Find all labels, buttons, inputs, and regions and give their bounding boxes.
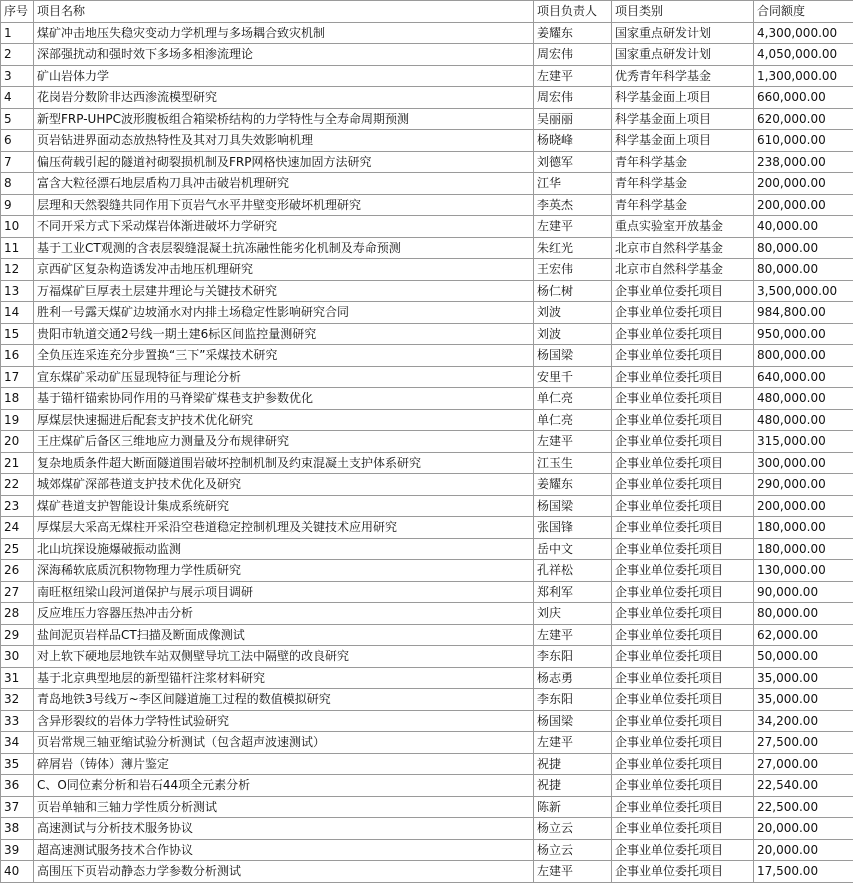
table-row [1,431,853,453]
cell-project-name: 富含大粒径漂石地层盾构刀具冲击破岩机理研究 [34,173,534,195]
cell-project-leader: 朱红光 [534,237,612,259]
cell-project-name: 超高速测试服务技术合作协议 [34,839,534,861]
cell-serial-number: 17 [1,366,34,388]
cell-project-leader: 左建平 [534,624,612,646]
cell-serial-number: 39 [1,839,34,861]
header-row [1,1,853,23]
cell-serial-number: 27 [1,581,34,603]
cell-project-category: 企事业单位委托项目 [612,775,754,797]
cell-project-category: 企事业单位委托项目 [612,345,754,367]
cell-project-leader: 孔祥松 [534,560,612,582]
table-row [1,366,853,388]
cell-project-category: 企事业单位委托项目 [612,538,754,560]
cell-project-name: 基于工业CT观测的含表层裂缝混凝土抗冻融性能劣化机制及寿命预测 [34,237,534,259]
cell-contract-amount: 290,000.00 [754,474,853,496]
cell-serial-number: 14 [1,302,34,324]
cell-contract-amount: 27,000.00 [754,753,853,775]
cell-project-category: 企事业单位委托项目 [612,581,754,603]
cell-project-leader: 杨立云 [534,839,612,861]
cell-project-category: 企事业单位委托项目 [612,732,754,754]
cell-serial-number: 16 [1,345,34,367]
cell-project-category: 优秀青年科学基金 [612,65,754,87]
cell-contract-amount: 62,000.00 [754,624,853,646]
cell-project-category: 青年科学基金 [612,173,754,195]
cell-project-category: 企事业单位委托项目 [612,753,754,775]
cell-serial-number: 7 [1,151,34,173]
table-body [1,22,853,882]
cell-serial-number: 9 [1,194,34,216]
cell-serial-number: 6 [1,130,34,152]
table-row [1,452,853,474]
cell-contract-amount: 20,000.00 [754,839,853,861]
cell-contract-amount: 22,500.00 [754,796,853,818]
cell-project-name: 深海稀软底质沉积物物理力学性质研究 [34,560,534,582]
cell-serial-number: 35 [1,753,34,775]
cell-project-name: 厚煤层大采高无煤柱开采沿空巷道稳定控制机理及关键技术应用研究 [34,517,534,539]
cell-project-name: 对上软下硬地层地铁车站双侧壁导坑工法中隔壁的改良研究 [34,646,534,668]
cell-project-leader: 祝捷 [534,775,612,797]
cell-contract-amount: 984,800.00 [754,302,853,324]
cell-project-name: 高围压下页岩动静态力学参数分析测试 [34,861,534,883]
cell-project-name: 反应堆压力容器压热冲击分析 [34,603,534,625]
cell-contract-amount: 300,000.00 [754,452,853,474]
cell-project-leader: 安里千 [534,366,612,388]
cell-project-name: 贵阳市轨道交通2号线一期土建6标区间监控量测研究 [34,323,534,345]
cell-contract-amount: 80,000.00 [754,259,853,281]
cell-project-leader: 周宏伟 [534,87,612,109]
table-row [1,839,853,861]
table-row [1,323,853,345]
cell-project-leader: 周宏伟 [534,44,612,66]
cell-serial-number: 1 [1,22,34,44]
table-row [1,861,853,883]
cell-project-leader: 陈新 [534,796,612,818]
cell-project-category: 企事业单位委托项目 [612,689,754,711]
cell-contract-amount: 35,000.00 [754,667,853,689]
cell-project-name: 基于北京典型地层的新型锚杆注浆材料研究 [34,667,534,689]
cell-project-category: 企事业单位委托项目 [612,302,754,324]
cell-project-leader: 李东阳 [534,689,612,711]
cell-serial-number: 38 [1,818,34,840]
table-row [1,732,853,754]
cell-project-name: 煤矿巷道支护智能设计集成系统研究 [34,495,534,517]
table-row [1,194,853,216]
cell-serial-number: 3 [1,65,34,87]
header-serial-number: 序号 [1,1,34,23]
cell-project-category: 企事业单位委托项目 [612,796,754,818]
cell-contract-amount: 3,500,000.00 [754,280,853,302]
cell-contract-amount: 20,000.00 [754,818,853,840]
table-row [1,65,853,87]
cell-project-name: 页岩单轴和三轴力学性质分析测试 [34,796,534,818]
cell-project-leader: 左建平 [534,216,612,238]
table-row [1,345,853,367]
cell-project-category: 企事业单位委托项目 [612,861,754,883]
cell-project-leader: 姜耀东 [534,22,612,44]
cell-project-leader: 刘波 [534,323,612,345]
cell-project-leader: 姜耀东 [534,474,612,496]
cell-serial-number: 2 [1,44,34,66]
cell-project-name: 矿山岩体力学 [34,65,534,87]
cell-project-name: 盐间泥页岩样品CT扫描及断面成像测试 [34,624,534,646]
table-row [1,44,853,66]
cell-contract-amount: 90,000.00 [754,581,853,603]
cell-project-leader: 张国锋 [534,517,612,539]
cell-serial-number: 26 [1,560,34,582]
cell-project-leader: 祝捷 [534,753,612,775]
cell-project-leader: 杨仁树 [534,280,612,302]
cell-contract-amount: 200,000.00 [754,495,853,517]
cell-contract-amount: 40,000.00 [754,216,853,238]
cell-serial-number: 34 [1,732,34,754]
cell-project-category: 企事业单位委托项目 [612,366,754,388]
table-row [1,388,853,410]
table-row [1,667,853,689]
cell-project-leader: 李英杰 [534,194,612,216]
cell-project-category: 企事业单位委托项目 [612,388,754,410]
cell-project-category: 企事业单位委托项目 [612,839,754,861]
cell-serial-number: 29 [1,624,34,646]
cell-project-leader: 江华 [534,173,612,195]
header-contract-amount: 合同额度 [754,1,853,23]
cell-project-category: 科学基金面上项目 [612,108,754,130]
table-row [1,517,853,539]
cell-project-name: 碎屑岩（铸体）薄片鉴定 [34,753,534,775]
table-row [1,560,853,582]
table-row [1,108,853,130]
cell-contract-amount: 35,000.00 [754,689,853,711]
cell-serial-number: 31 [1,667,34,689]
table-row [1,495,853,517]
cell-project-category: 科学基金面上项目 [612,130,754,152]
cell-serial-number: 37 [1,796,34,818]
cell-project-leader: 单仁亮 [534,409,612,431]
cell-contract-amount: 480,000.00 [754,388,853,410]
cell-project-category: 企事业单位委托项目 [612,646,754,668]
table-row [1,409,853,431]
cell-project-leader: 李东阳 [534,646,612,668]
cell-serial-number: 15 [1,323,34,345]
table-row [1,753,853,775]
cell-project-name: 不同开采方式下采动煤岩体渐进破坏力学研究 [34,216,534,238]
cell-contract-amount: 950,000.00 [754,323,853,345]
cell-contract-amount: 200,000.00 [754,194,853,216]
cell-contract-amount: 4,300,000.00 [754,22,853,44]
table-row [1,87,853,109]
cell-contract-amount: 800,000.00 [754,345,853,367]
cell-project-category: 企事业单位委托项目 [612,323,754,345]
table-row [1,151,853,173]
cell-project-name: 花岗岩分数阶非达西渗流模型研究 [34,87,534,109]
cell-serial-number: 5 [1,108,34,130]
table-row [1,689,853,711]
cell-contract-amount: 640,000.00 [754,366,853,388]
cell-project-name: 南旺枢纽梁山段河道保护与展示项目调研 [34,581,534,603]
cell-serial-number: 21 [1,452,34,474]
cell-project-leader: 刘波 [534,302,612,324]
table-row [1,22,853,44]
cell-serial-number: 19 [1,409,34,431]
cell-serial-number: 28 [1,603,34,625]
cell-project-leader: 杨国梁 [534,710,612,732]
cell-project-name: 层理和天然裂缝共同作用下页岩气水平井壁变形破坏机理研究 [34,194,534,216]
cell-project-name: 宣东煤矿采动矿压显现特征与理论分析 [34,366,534,388]
cell-contract-amount: 620,000.00 [754,108,853,130]
cell-contract-amount: 480,000.00 [754,409,853,431]
table-row [1,775,853,797]
cell-project-name: 深部强扰动和强时效下多场多相渗流理论 [34,44,534,66]
cell-project-name: 厚煤层快速掘进后配套支护技术优化研究 [34,409,534,431]
cell-serial-number: 24 [1,517,34,539]
cell-contract-amount: 50,000.00 [754,646,853,668]
cell-project-category: 企事业单位委托项目 [612,495,754,517]
cell-serial-number: 25 [1,538,34,560]
cell-project-leader: 左建平 [534,732,612,754]
cell-project-name: 偏压荷载引起的隧道衬砌裂损机制及FRP网格快速加固方法研究 [34,151,534,173]
cell-serial-number: 40 [1,861,34,883]
cell-project-name: 高速测试与分析技术服务协议 [34,818,534,840]
cell-contract-amount: 130,000.00 [754,560,853,582]
cell-project-leader: 王宏伟 [534,259,612,281]
table-row [1,302,853,324]
cell-contract-amount: 80,000.00 [754,237,853,259]
table-row [1,796,853,818]
cell-contract-amount: 660,000.00 [754,87,853,109]
table-header [1,1,853,23]
table-row [1,259,853,281]
cell-contract-amount: 180,000.00 [754,517,853,539]
cell-contract-amount: 238,000.00 [754,151,853,173]
cell-project-category: 科学基金面上项目 [612,87,754,109]
header-project-name: 项目名称 [34,1,534,23]
cell-project-name: 胜利一号露天煤矿边坡涌水对内排土场稳定性影响研究合同 [34,302,534,324]
cell-project-name: 煤矿冲击地压失稳灾变动力学机理与多场耦合致灾机制 [34,22,534,44]
cell-project-leader: 杨晓峰 [534,130,612,152]
header-project-leader: 项目负责人 [534,1,612,23]
cell-serial-number: 18 [1,388,34,410]
cell-contract-amount: 610,000.00 [754,130,853,152]
cell-project-category: 企事业单位委托项目 [612,474,754,496]
cell-project-leader: 杨立云 [534,818,612,840]
table-row [1,280,853,302]
table-row [1,710,853,732]
cell-serial-number: 33 [1,710,34,732]
cell-project-leader: 杨志勇 [534,667,612,689]
cell-project-name: 页岩钻进界面动态放热特性及其对刀具失效影响机理 [34,130,534,152]
cell-project-name: 新型FRP-UHPC波形腹板组合箱梁桥结构的力学特性与全寿命周期预测 [34,108,534,130]
cell-project-leader: 单仁亮 [534,388,612,410]
cell-project-category: 企事业单位委托项目 [612,603,754,625]
cell-project-name: 页岩常规三轴亚缩试验分析测试（包含超声波速测试） [34,732,534,754]
cell-serial-number: 11 [1,237,34,259]
table-row [1,237,853,259]
cell-project-category: 北京市自然科学基金 [612,237,754,259]
cell-project-category: 国家重点研发计划 [612,44,754,66]
cell-project-name: 青岛地铁3号线万~李区间隧道施工过程的数值模拟研究 [34,689,534,711]
cell-project-name: 城郊煤矿深部巷道支护技术优化及研究 [34,474,534,496]
cell-project-name: 基于锚杆锚索协同作用的马脊梁矿煤巷支护参数优化 [34,388,534,410]
cell-contract-amount: 1,300,000.00 [754,65,853,87]
cell-project-category: 企事业单位委托项目 [612,409,754,431]
cell-project-category: 企事业单位委托项目 [612,710,754,732]
table-row [1,818,853,840]
cell-project-name: 京西矿区复杂构造诱发冲击地压机理研究 [34,259,534,281]
cell-project-leader: 刘德军 [534,151,612,173]
header-project-category: 项目类别 [612,1,754,23]
cell-project-category: 北京市自然科学基金 [612,259,754,281]
table-row [1,581,853,603]
cell-serial-number: 32 [1,689,34,711]
cell-project-name: 含异形裂纹的岩体力学特性试验研究 [34,710,534,732]
cell-serial-number: 13 [1,280,34,302]
cell-project-leader: 左建平 [534,65,612,87]
cell-contract-amount: 34,200.00 [754,710,853,732]
table-row [1,173,853,195]
cell-contract-amount: 180,000.00 [754,538,853,560]
table-row [1,603,853,625]
cell-serial-number: 4 [1,87,34,109]
cell-serial-number: 36 [1,775,34,797]
table-row [1,646,853,668]
cell-contract-amount: 27,500.00 [754,732,853,754]
cell-project-name: 万福煤矿巨厚表土层建井理论与关键技术研究 [34,280,534,302]
cell-serial-number: 23 [1,495,34,517]
table-row [1,216,853,238]
cell-project-leader: 江玉生 [534,452,612,474]
cell-project-category: 企事业单位委托项目 [612,452,754,474]
cell-project-category: 企事业单位委托项目 [612,560,754,582]
cell-contract-amount: 17,500.00 [754,861,853,883]
cell-project-category: 青年科学基金 [612,194,754,216]
cell-serial-number: 8 [1,173,34,195]
cell-project-leader: 杨国梁 [534,495,612,517]
cell-project-leader: 郑利军 [534,581,612,603]
cell-project-category: 企事业单位委托项目 [612,280,754,302]
cell-project-name: 复杂地质条件超大断面隧道围岩破坏控制机制及约束混凝土支护体系研究 [34,452,534,474]
cell-contract-amount: 4,050,000.00 [754,44,853,66]
cell-serial-number: 10 [1,216,34,238]
cell-serial-number: 12 [1,259,34,281]
cell-project-leader: 杨国梁 [534,345,612,367]
table-row [1,624,853,646]
table-row [1,538,853,560]
cell-project-name: C、O同位素分析和岩石44项全元素分析 [34,775,534,797]
cell-serial-number: 30 [1,646,34,668]
table-row [1,130,853,152]
cell-project-leader: 吴丽丽 [534,108,612,130]
cell-contract-amount: 200,000.00 [754,173,853,195]
cell-project-category: 青年科学基金 [612,151,754,173]
cell-project-leader: 左建平 [534,861,612,883]
cell-project-category: 企事业单位委托项目 [612,431,754,453]
cell-project-leader: 刘庆 [534,603,612,625]
cell-project-category: 国家重点研发计划 [612,22,754,44]
cell-project-name: 全负压连采连充分步置换“三下”采煤技术研究 [34,345,534,367]
cell-project-category: 企事业单位委托项目 [612,624,754,646]
cell-project-name: 王庄煤矿后备区三维地应力测量及分布规律研究 [34,431,534,453]
cell-contract-amount: 80,000.00 [754,603,853,625]
cell-contract-amount: 315,000.00 [754,431,853,453]
cell-serial-number: 22 [1,474,34,496]
table-row [1,474,853,496]
cell-project-category: 企事业单位委托项目 [612,818,754,840]
cell-project-category: 重点实验室开放基金 [612,216,754,238]
cell-project-name: 北山坑探设施爆破振动监测 [34,538,534,560]
cell-contract-amount: 22,540.00 [754,775,853,797]
cell-project-category: 企事业单位委托项目 [612,667,754,689]
cell-project-leader: 左建平 [534,431,612,453]
cell-project-leader: 岳中文 [534,538,612,560]
cell-project-category: 企事业单位委托项目 [612,517,754,539]
cell-serial-number: 20 [1,431,34,453]
